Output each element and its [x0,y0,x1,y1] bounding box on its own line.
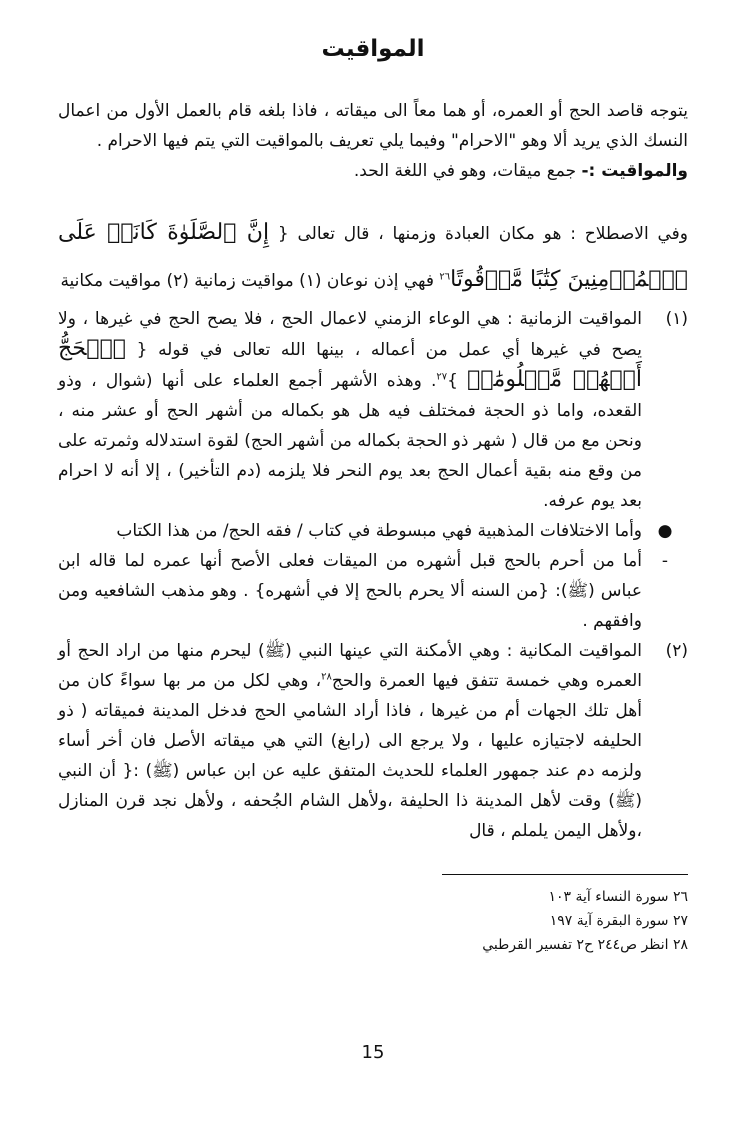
item-number-2: (٢) [665,641,688,661]
intro-paragraph: يتوجه قاصد الحج أو العمره، أو هما معاً الى ميقاته ، فاذا بلغه قام بالعمل الأول من اعمال النسك الذي يريد ألا وهو "الاحرام" وفيما يلي تعريف بالمواقيت التي يتم فيها الاحرام . [58,101,688,151]
footnote-ref-27: ٢٧ [436,371,448,383]
footnote-divider [442,874,688,875]
definition-paragraph [58,156,688,186]
quran-verse-baqarah: ٱلۡحَجُّ أَشۡهُرٞ مَّعۡلُومَٰتٞ [58,336,642,392]
footnote-27: ٢٧ سورة البقرة آية ١٩٧ [549,913,688,929]
bullet-text: وأما الاختلافات المذهبية فهي مبسوطة في كتاب / فقه الحج/ من هذا الكتاب [116,521,642,541]
terminology-paragraph [58,210,688,304]
definition-text: جمع ميقات، وهو في اللغة الحد. [353,161,582,181]
page-number: 15 [361,1042,385,1063]
list-item-dash [58,546,688,636]
item2-text-continued: ، وهي لكل من مر بها سواءً كان من أهل تلك الجهات أم من غيرها ، فاذا أراد الشامي الحج فدخل المدينة فميقاته ( ذو الحليفه لاجتيازه عليها ، ولا يرجع الى (رابغ) التي هي ميقاته الأصل فان أخر أساء ولزمه دم عند جمهور العلماء للحديث المتفق عليه عن ابن عباس (ﷺ) :{ أن النبي (ﷺ) وقت لأهل المدينة ذا الحليفة ،ولأهل الشام الجُحفه ، ولأهل نجد قرن المنازل ،ولأهل اليمن يلملم ، قال [58,671,642,841]
footnote-ref-28: ٢٨ [321,671,332,683]
quran-verse-nisa: إِنَّ ٱلصَّلَوٰةَ كَانَتۡ عَلَى ٱلۡمُؤۡمِنِينَ كِتَٰبًا مَّوۡقُوتًا [58,220,688,292]
list-item-time-miqat [58,304,688,516]
footnote-28: ٢٨ انظر ص٢٤٤ ح٢ تفسير القرطبي [482,937,688,953]
footnote-26: ٢٦ سورة النساء آية ١٠٣ [548,889,688,905]
definition-term: والمواقيت :- [581,161,688,181]
dash-marker: - [661,551,669,571]
bullet-icon: ● [657,521,673,541]
verse-close: } [447,371,468,391]
footnote-ref-26: ٢٦ [439,271,451,283]
terminology-text: وفي الاصطلاح : هو مكان العبادة وزمنها ، قال تعالى { [269,224,689,244]
page-title: المواقيت [321,36,425,62]
list-item-place-miqat [58,636,688,846]
item2-text: المواقيت المكانية : وهي الأمكنة التي عينها النبي (ﷺ) ليحرم منها من اراد الحج أو العمره وهي خمسة تتفق فيها العمرة والحج [58,641,642,691]
item-body-1 [58,304,642,516]
terminology-text-continued: فهي إذن نوعان (١) مواقيت زمانية (٢) مواقيت مكانية [60,271,440,291]
item-number-1: (١) [665,309,688,329]
list-item-bullet [58,516,688,546]
item1-text-continued: . وهذه الأشهر أجمع العلماء على أنها (شوال ، وذو القعده، واما ذو الحجة فمختلف فيه هل هو بكماله من أشهر الحج أو عشر منه ، ونحن مع من قال ( شهر ذو الحجة بكماله من أشهر الحج) لقوة استدلاله وثمرته على من وقع منه بقية أعمال الحج بعد يوم النحر فلا يلزمه (دم التأخير) ، إلا أنه لا احرام بعد يوم عرفه. [58,371,642,511]
item-body-2 [58,636,642,846]
item1-text: المواقيت الزمانية : هي الوعاء الزمني لاعمال الحج ، فلا يصح الحج في غيرها ، ولا يصح في غيرها أي عمل من أعماله ، بينها الله تعالى في قوله { [58,309,642,360]
dash-text: أما من أحرم بالحج قبل أشهره من الميقات فعلى الأصح أنها عمره لما قاله ابن عباس (ﷺ): {من السنه ألا يحرم بالحج إلا في أشهره} . وهو مذهب الشافعيه ومن وافقهم . [58,551,642,631]
